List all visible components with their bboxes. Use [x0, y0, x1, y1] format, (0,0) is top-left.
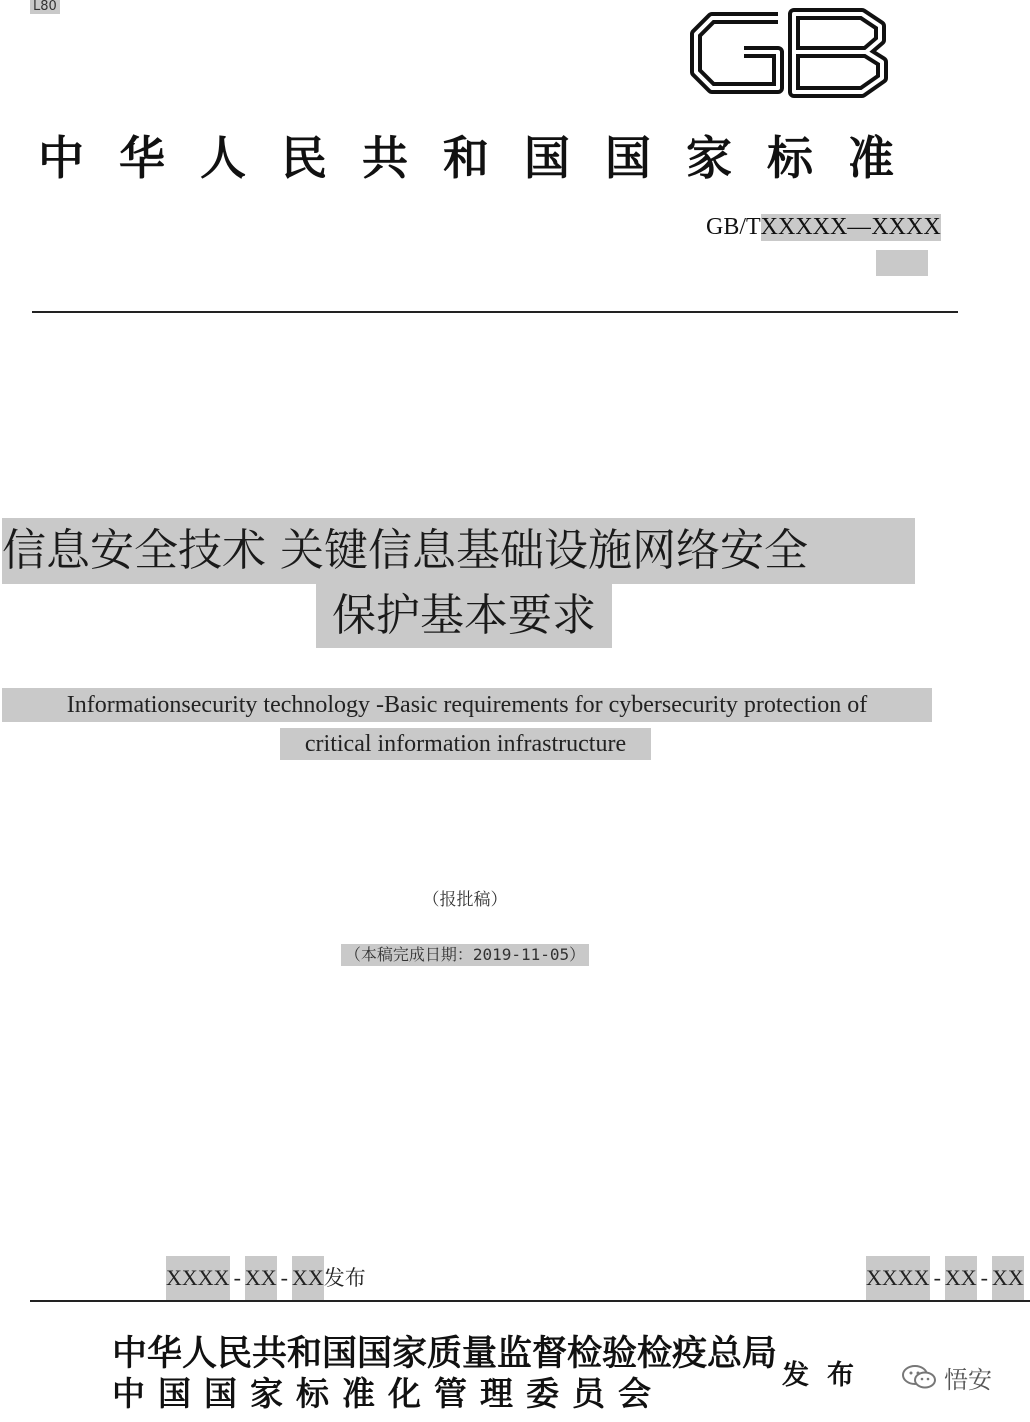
implement-month: XX: [945, 1256, 977, 1300]
publish-day: XX: [292, 1256, 324, 1300]
implement-sep-2: -: [980, 1265, 988, 1290]
publish-year: XXXX: [166, 1256, 230, 1300]
title-cn-line2: 保护基本要求: [316, 584, 612, 648]
classification-code: L80: [30, 0, 60, 14]
draft-completion-date: （本稿完成日期：2019-11-05）: [341, 944, 589, 966]
publish-month: XX: [245, 1256, 277, 1300]
draft-status: （报批稿）: [422, 890, 508, 910]
top-rule: [32, 311, 958, 313]
publish-date: [166, 1256, 366, 1300]
issuer-line2: 中国国家标准化管理委员会: [112, 1374, 664, 1413]
draft-date-row: [0, 944, 930, 966]
national-standard-heading: 中华人民共和国国家标准: [38, 131, 929, 185]
watermark-text: 悟安: [944, 1365, 992, 1394]
publish-label: 发布: [782, 1360, 872, 1391]
implement-day-partial: XX: [992, 1256, 1024, 1300]
publish-label-small: 发布: [323, 1266, 366, 1290]
implement-date: [866, 1256, 1024, 1300]
standard-year-placeholder: XXXX: [871, 214, 941, 240]
implement-sep-1: -: [933, 1265, 941, 1290]
wechat-icon: [900, 1363, 938, 1391]
standard-number-dash: —: [847, 214, 872, 240]
publish-sep-2: -: [280, 1265, 288, 1290]
implement-year: XXXX: [866, 1256, 930, 1300]
gb-logo: [682, 0, 898, 104]
bottom-rule: [30, 1300, 1030, 1302]
publish-sep-1: -: [233, 1265, 241, 1290]
standard-number: [706, 214, 941, 241]
title-cn-line1: 信息安全技术 关键信息基础设施网络安全: [2, 518, 915, 584]
standard-prefix: GB/T: [706, 214, 761, 240]
highlight-patch: [876, 250, 928, 276]
watermark: [900, 1360, 992, 1394]
standard-number-placeholder: XXXXX: [760, 214, 848, 240]
issuer-line1: 中华人民共和国国家质量监督检验检疫总局: [112, 1333, 778, 1374]
title-en-line1: Informationsecurity technology -Basic requirements for cybersecurity protection of: [2, 688, 932, 722]
title-en-line2: critical information infrastructure: [280, 728, 651, 760]
